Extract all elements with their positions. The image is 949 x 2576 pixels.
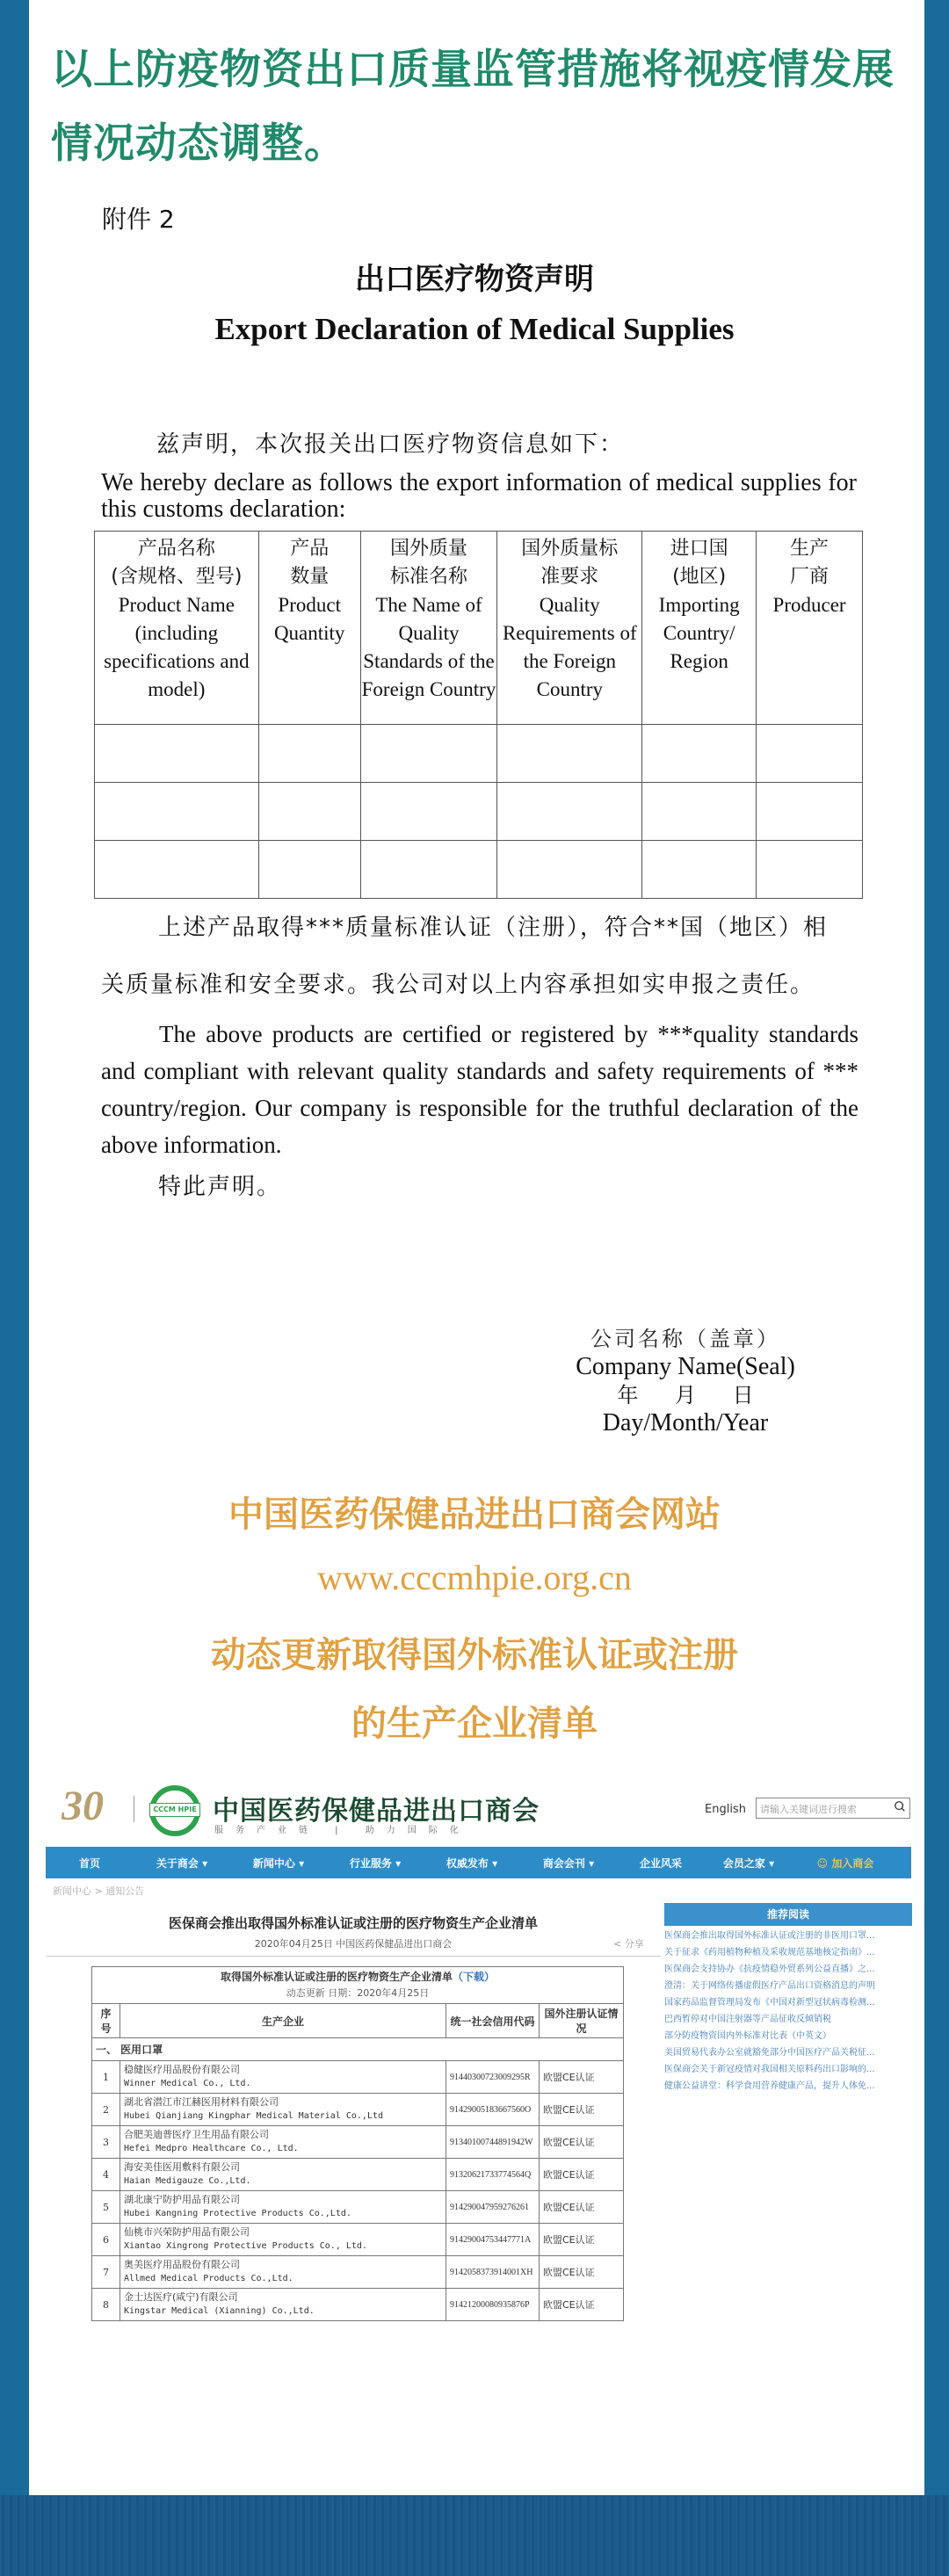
decl-cell[interactable]	[95, 783, 259, 841]
header-company: 生产企业	[120, 2004, 446, 2038]
signature-block	[545, 1325, 826, 1437]
sidebar-link-4[interactable]: 国家药品监督管理局发布《中国对新型冠状病毒检测...	[664, 1998, 875, 2008]
decl-header-5	[757, 532, 863, 725]
decl-cell[interactable]	[757, 841, 863, 899]
decl-cell[interactable]	[642, 725, 757, 783]
company-name-cn: 公司名称（盖章）	[590, 1327, 780, 1351]
row-cert: 欧盟CE认证	[540, 2159, 624, 2191]
table-row	[92, 2159, 624, 2191]
nav-item-0[interactable]: 首页	[78, 1856, 100, 1870]
decl-cell[interactable]	[360, 725, 497, 783]
promo-line-1: 中国医药保健品进出口商会网站	[228, 1494, 721, 1535]
company-en: Kingstar Medical (Xianning) Co.,Ltd.	[124, 2306, 315, 2316]
share-button[interactable]	[613, 1936, 644, 1950]
decl-header-cn: 产品名称 (含规格、型号)	[111, 538, 243, 588]
declaration-table	[94, 531, 863, 899]
row-cert: 欧盟CE认证	[540, 2094, 624, 2126]
header-no: 序号	[92, 2004, 120, 2038]
decl-cell[interactable]	[360, 783, 497, 841]
row-cert: 欧盟CE认证	[540, 2061, 624, 2094]
declare-text: 特此声明。	[158, 1174, 282, 1200]
header-code: 统一社会信用代码	[446, 2004, 540, 2038]
english-link[interactable]: English	[705, 1803, 746, 1816]
row-company	[120, 2126, 446, 2159]
row-cert: 欧盟CE认证	[540, 2191, 624, 2224]
promo-line-2: 动态更新取得国外标准认证或注册	[211, 1635, 738, 1675]
sidebar-link-0[interactable]: 医保商会推出取得国外标准认证或注册的非医用口罩...	[664, 1931, 875, 1941]
nav-item-4[interactable]: 权威发布 ▾	[446, 1856, 498, 1870]
decl-cell[interactable]	[757, 783, 863, 841]
header-cert: 国外注册认证情况	[540, 2004, 624, 2038]
left-frame	[0, 0, 29, 2495]
section-label: 一、 医用口罩	[92, 2038, 624, 2061]
company-en: Winner Medical Co., Ltd.	[124, 2079, 251, 2088]
row-company	[120, 2061, 446, 2094]
decl-empty-row	[95, 841, 863, 899]
sidebar-link-3[interactable]: 澄清：关于网络传播虚假医疗产品出口资格消息的声明	[664, 1981, 875, 1991]
row-cert: 欧盟CE认证	[540, 2126, 624, 2159]
row-credit-code: 91340100744891942W	[446, 2126, 540, 2159]
decl-cell[interactable]	[360, 841, 497, 899]
row-company	[120, 2191, 446, 2224]
decl-header-en: Product Name (including specifications and model)	[104, 594, 250, 700]
company-en: Haian Medigauze Co.,Ltd.	[124, 2176, 251, 2186]
decl-cell[interactable]	[757, 725, 863, 783]
row-no: 1	[92, 2061, 120, 2094]
company-name-en: Company Name(Seal)	[576, 1353, 795, 1380]
decl-header-cn: 进口国 (地区)	[670, 538, 728, 588]
list-caption-text: 取得国外标准认证或注册的医疗物资生产企业清单	[220, 1971, 453, 1983]
headline-line-2: 情况动态调整。	[51, 119, 346, 168]
list-caption	[92, 1967, 624, 2004]
row-no: 3	[92, 2126, 120, 2159]
row-no: 6	[92, 2224, 120, 2256]
row-credit-code: 91440300723009295R	[446, 2061, 540, 2094]
row-no: 8	[92, 2289, 120, 2321]
headline	[51, 33, 921, 181]
nav-item-3[interactable]: 行业服务 ▾	[349, 1856, 402, 1870]
headline-line-1: 以上防疫物资出口质量监管措施将视疫情发展	[51, 46, 895, 94]
row-cert: 欧盟CE认证	[540, 2256, 624, 2289]
table-row	[92, 2061, 624, 2094]
search-placeholder: 请输入关键词进行搜索	[760, 1804, 857, 1815]
table-row	[92, 2191, 624, 2224]
nav-item-1[interactable]: 关于商会 ▾	[156, 1856, 208, 1870]
date-en: Day/Month/Year	[602, 1409, 769, 1436]
company-cn: 湖北省潜江市江赫医用材料有限公司	[124, 2096, 279, 2108]
org-name[interactable]: 中国医药保健品进出口商会	[213, 1796, 540, 1827]
company-en: Hubei Qianjiang Kingphar Medical Material Co.,Ltd	[124, 2111, 384, 2121]
table-row	[92, 2094, 624, 2126]
sidebar-link-8[interactable]: 医保商会关于新冠疫情对我国相关原料药出口影响的...	[664, 2065, 875, 2074]
company-cn: 奥美医疗用品股份有限公司	[124, 2259, 240, 2270]
nav-item-7[interactable]: 会员之家 ▾	[722, 1856, 775, 1870]
table-row	[92, 2289, 624, 2321]
company-cn: 金士达医疗(咸宁)有限公司	[124, 2291, 238, 2303]
breadcrumb[interactable]: 新闻中心 > 通知公告	[53, 1885, 145, 1897]
row-credit-code: 9142058373914001XH	[446, 2256, 540, 2289]
website-screenshot	[46, 1766, 916, 2434]
decl-cell[interactable]	[497, 841, 642, 899]
decl-cell[interactable]	[258, 725, 360, 783]
sidebar-link-5[interactable]: 巴西暂停对中国注射器等产品征收反倾销税	[664, 2015, 831, 2024]
decl-cell[interactable]	[642, 841, 757, 899]
table-row	[92, 2256, 624, 2289]
company-cn: 合肥美迪普医疗卫生用品有限公司	[124, 2129, 269, 2140]
decl-header-cn: 国外质量标 准要求	[521, 538, 619, 588]
company-en: Xiantao Xingrong Protective Products Co., Ltd.	[124, 2241, 367, 2251]
decl-header-cn: 产品 数量	[290, 538, 330, 588]
row-company	[120, 2289, 446, 2321]
main-nav	[46, 1847, 911, 1878]
decl-header-en: Quality Requirements of the Foreign Country	[502, 594, 637, 700]
row-cert: 欧盟CE认证	[540, 2289, 624, 2321]
decl-header-cn: 国外质量 标准名称	[389, 538, 467, 588]
statement-en: The above products are certified or registered by ***quality standards and compliant with relevant quality standards and safety requirements of *** country/region. Our company is responsible for the truthful declaration of the above information.	[101, 1021, 858, 1158]
table-row	[92, 2224, 624, 2256]
list-updated: 动态更新 日期：2020年4月25日	[286, 1987, 430, 1999]
divider	[46, 1956, 661, 1957]
company-cn: 海安美佳医用敷料有限公司	[124, 2161, 240, 2173]
date-cn: 年 月 日	[617, 1383, 754, 1407]
article-title: 医保商会推出取得国外标准认证或注册的医疗物资生产企业清单	[168, 1915, 538, 1931]
intro-cn: 兹声明，本次报关出口医疗物资信息如下：	[156, 431, 625, 458]
row-credit-code: 91429004753447771A	[446, 2224, 540, 2256]
decl-empty-row	[95, 783, 863, 841]
row-credit-code: 91429005183667560O	[446, 2094, 540, 2126]
company-cn: 仙桃市兴荣防护用品有限公司	[124, 2226, 250, 2238]
nav-item-8[interactable]: ☺ 加入商会	[816, 1856, 874, 1870]
nav-item-2[interactable]: 新闻中心 ▾	[252, 1856, 305, 1870]
sidebar-link-1[interactable]: 关于征求《药用植物种植及采收规范基地核定指南》...	[664, 1948, 875, 1957]
row-cert: 欧盟CE认证	[540, 2224, 624, 2256]
row-company	[120, 2159, 446, 2191]
promo-url[interactable]: www.cccmhpie.org.cn	[317, 1558, 632, 1597]
org-slogan: 服务产业链 | 助力国际化	[214, 1826, 471, 1835]
document-title-en: Export Declaration of Medical Supplies	[214, 312, 735, 346]
right-frame	[924, 0, 949, 2495]
row-credit-code: 91320621733774564Q	[446, 2159, 540, 2191]
sidebar-link-6[interactable]: 部分防疫物资国内外标准对比表（中英文）	[664, 2031, 831, 2041]
nav-item-6[interactable]: 企业风采	[639, 1856, 682, 1870]
sidebar-link-9[interactable]: 健康公益讲堂：科学食用营养健康产品，提升人体免...	[664, 2081, 875, 2091]
decl-cell[interactable]	[258, 841, 360, 899]
decl-cell[interactable]	[497, 725, 642, 783]
decl-header-cn: 生产 厂商	[790, 538, 829, 588]
decl-header-en: Product Quantity	[273, 594, 345, 644]
row-no: 4	[92, 2159, 120, 2191]
decl-header-2	[360, 532, 497, 725]
statement-cn-line-2: 关质量标准和安全要求。我公司对以上内容承担如实申报之责任。	[101, 972, 815, 998]
decl-cell[interactable]	[642, 783, 757, 841]
decl-header-1	[258, 532, 360, 725]
attachment-label: 附件 2	[102, 205, 175, 234]
decl-header-4	[642, 532, 757, 725]
sidebar-link-2[interactable]: 医保商会支持协办《抗疫情稳外贸系列公益直播》之...	[664, 1965, 875, 1974]
sidebar-recommended	[664, 1903, 912, 2095]
row-company	[120, 2094, 446, 2126]
decl-header-0	[95, 532, 259, 725]
decl-header-3	[497, 532, 642, 725]
document-title-cn: 出口医疗物资声明	[355, 262, 594, 297]
intro-en: We hereby declare as follows the export information of medical supplies for this customs declaration:	[101, 469, 857, 523]
logo-badge: CCCM HPIE	[149, 1803, 200, 1817]
search-input[interactable]	[756, 1798, 910, 1819]
table-row	[92, 2126, 624, 2159]
decl-header-en: Producer	[772, 594, 846, 616]
company-cn: 稳健医疗用品股份有限公司	[124, 2064, 240, 2075]
row-company	[120, 2256, 446, 2289]
company-en: Allmed Medical Products Co.,Ltd.	[124, 2274, 293, 2283]
share-icon: <	[613, 1938, 625, 1950]
decl-empty-row	[95, 725, 863, 783]
company-en: Hubei Kangning Protective Products Co.,Ltd.	[124, 2209, 351, 2218]
nav-item-5[interactable]: 商会会刊 ▾	[542, 1856, 595, 1870]
download-link[interactable]: （下载）	[453, 1971, 496, 1983]
statement-cn-line-1: 上述产品取得***质量标准认证（注册），符合**国（地区）相	[158, 915, 829, 941]
row-no: 7	[92, 2256, 120, 2289]
promo-line-3: 的生产企业清单	[351, 1704, 598, 1744]
row-no: 2	[92, 2094, 120, 2126]
share-label: 分享	[624, 1938, 644, 1950]
search-icon[interactable]	[894, 1800, 906, 1813]
company-cn: 湖北康宁防护用品有限公司	[124, 2194, 240, 2205]
anniversary-logo: 30	[62, 1783, 104, 1829]
article-meta: 2020年04月25日 中国医药保健品进出口商会	[254, 1938, 453, 1950]
decl-cell[interactable]	[497, 783, 642, 841]
row-credit-code: 914290047959276261	[446, 2191, 540, 2224]
decl-header-en: Importing Country/ Region	[658, 594, 740, 672]
company-list-table	[91, 1966, 624, 2321]
company-en: Hefei Medpro Healthcare Co., Ltd.	[124, 2144, 299, 2153]
decl-cell[interactable]	[95, 841, 259, 899]
row-no: 5	[92, 2191, 120, 2224]
row-company	[120, 2224, 446, 2256]
row-credit-code: 91421200080935876P	[446, 2289, 540, 2321]
decl-header-en: The Name of Quality Standards of the Foreign Country	[361, 594, 496, 700]
decl-cell[interactable]	[258, 783, 360, 841]
sidebar-title: 推荐阅读	[664, 1903, 912, 1926]
decl-cell[interactable]	[95, 725, 259, 783]
sidebar-link-7[interactable]: 美国贸易代表办公室就豁免部分中国医疗产品关税征...	[664, 2048, 875, 2058]
